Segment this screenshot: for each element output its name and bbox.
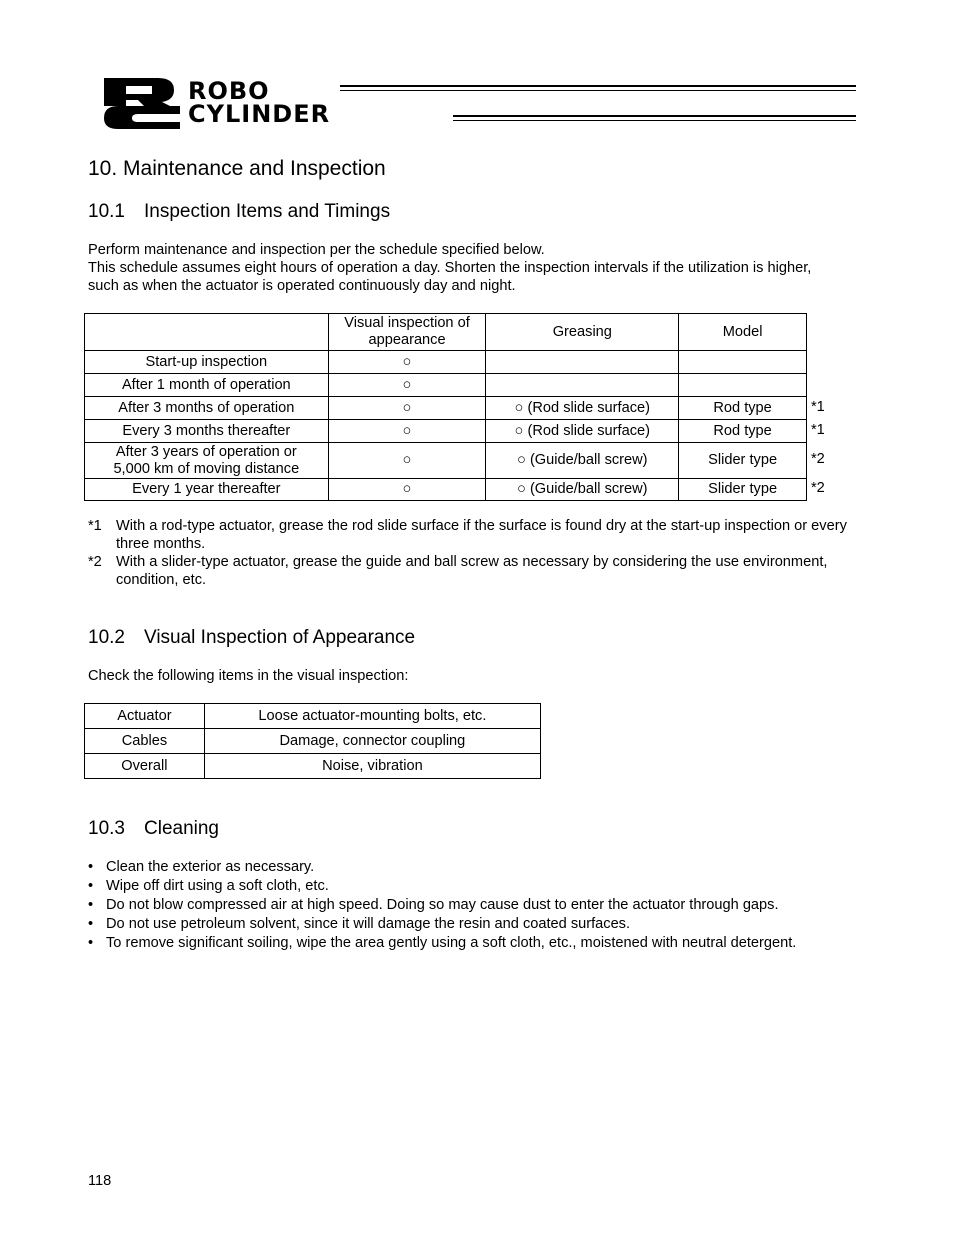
visual-inspection-intro: Check the following items in the visual inspection: [88, 668, 409, 684]
check-cell: Noise, vibration [204, 754, 540, 779]
list-item-text: Wipe off dirt using a soft cloth, etc. [106, 878, 329, 894]
item-cell: Actuator [85, 704, 205, 729]
intro-paragraph [88, 241, 811, 295]
model-cell [679, 351, 807, 374]
visual-cell: ○ [328, 420, 486, 443]
intro-line-3: such as when the actuator is operated continuously day and night. [88, 278, 516, 294]
item-cell: Overall [85, 754, 205, 779]
subsection-label: Visual Inspection of Appearance [144, 627, 416, 648]
table-row [85, 754, 541, 779]
list-item-text: Do not use petroleum solvent, since it will damage the resin and coated surfaces. [106, 916, 631, 932]
subsection-title-visual-inspection [88, 627, 415, 649]
header-rule-bottom-thin [453, 120, 856, 121]
subsection-number: 10.3 [88, 818, 125, 839]
greasing-cell: ○ (Rod slide surface) [486, 420, 679, 443]
logo-wordmark [188, 77, 331, 128]
logo-line-1: ROBO [188, 77, 270, 105]
section-title: 10. Maintenance and Inspection [88, 157, 386, 180]
greasing-cell [486, 351, 679, 374]
visual-cell: ○ [328, 351, 486, 374]
timing-cell: After 3 months of operation [85, 397, 329, 420]
subsection-label: Cleaning [144, 818, 219, 839]
subsection-title-inspection-items [88, 201, 390, 223]
model-cell: Rod type [679, 420, 807, 443]
greasing-cell: ○ (Rod slide surface) [486, 397, 679, 420]
header-cell-model: Model [679, 314, 807, 351]
timing-cell: Every 1 year thereafter [85, 479, 329, 501]
check-cell: Damage, connector coupling [204, 729, 540, 754]
rc-logo [100, 76, 184, 130]
model-cell: Slider type [679, 443, 807, 479]
row-note-marker: *2 [811, 480, 825, 496]
greasing-cell: ○ (Guide/ball screw) [486, 479, 679, 501]
timing-cell: After 1 month of operation [85, 374, 329, 397]
model-cell [679, 374, 807, 397]
header-rule-top [340, 85, 856, 87]
visual-inspection-table [84, 703, 541, 779]
visual-cell: ○ [328, 374, 486, 397]
visual-cell: ○ [328, 443, 486, 479]
visual-cell: ○ [328, 397, 486, 420]
table-row [85, 704, 541, 729]
header-rule-top-thin [340, 90, 856, 91]
inspection-schedule-table [84, 313, 807, 501]
bullet-icon: • [88, 878, 94, 894]
table-row [85, 479, 807, 501]
cleaning-list [88, 858, 796, 953]
list-item [88, 896, 796, 915]
footnote-text: With a slider-type actuator, grease the guide and ball screw as necessary by considering the use environment, condition, etc. [116, 554, 828, 588]
model-cell: Slider type [679, 479, 807, 501]
page-number: 118 [88, 1173, 112, 1189]
footnote-mark: *2 [88, 554, 102, 570]
item-cell: Cables [85, 729, 205, 754]
footnote-text: With a rod-type actuator, grease the rod slide surface if the surface is found dry at the start-up inspection or every three months. [116, 518, 847, 552]
table-row [85, 351, 807, 374]
list-item [88, 915, 796, 934]
footnote-1 [88, 517, 876, 553]
footnote-mark: *1 [88, 518, 102, 534]
bullet-icon: • [88, 859, 94, 875]
bullet-icon: • [88, 935, 94, 951]
timing-cell: Start-up inspection [85, 351, 329, 374]
bullet-icon: • [88, 897, 94, 913]
header-cell-greasing: Greasing [486, 314, 679, 351]
greasing-cell: ○ (Guide/ball screw) [486, 443, 679, 479]
table-row [85, 397, 807, 420]
subsection-title-cleaning [88, 818, 219, 840]
list-item [88, 858, 796, 877]
table-row [85, 443, 807, 479]
list-item [88, 934, 796, 953]
bullet-icon: • [88, 916, 94, 932]
intro-line-1: Perform maintenance and inspection per the schedule specified below. [88, 242, 545, 258]
timing-cell: Every 3 months thereafter [85, 420, 329, 443]
table-row [85, 374, 807, 397]
footnotes [88, 517, 876, 589]
visual-cell: ○ [328, 479, 486, 501]
subsection-number: 10.1 [88, 201, 125, 222]
header-rule-bottom [453, 115, 856, 117]
table-header-row [85, 314, 807, 351]
row-note-marker: *1 [811, 422, 825, 438]
model-cell: Rod type [679, 397, 807, 420]
greasing-cell [486, 374, 679, 397]
row-note-marker: *2 [811, 451, 825, 467]
header-cell-timing [85, 314, 329, 351]
list-item-text: To remove significant soiling, wipe the area gently using a soft cloth, etc., moistened with neutral detergent. [106, 935, 797, 951]
table-row [85, 420, 807, 443]
list-item-text: Do not blow compressed air at high speed. Doing so may cause dust to enter the actuator through gaps. [106, 897, 779, 913]
subsection-label: Inspection Items and Timings [144, 201, 391, 222]
check-cell: Loose actuator-mounting bolts, etc. [204, 704, 540, 729]
header-cell-visual: Visual inspection of appearance [328, 314, 486, 351]
list-item [88, 877, 796, 896]
subsection-number: 10.2 [88, 627, 125, 648]
intro-line-2: This schedule assumes eight hours of operation a day. Shorten the inspection intervals if the utilization is higher, [88, 260, 812, 276]
timing-cell: After 3 years of operation or 5,000 km of moving distance [85, 443, 329, 479]
table-row [85, 729, 541, 754]
row-note-marker: *1 [811, 399, 825, 415]
footnote-2 [88, 553, 876, 589]
list-item-text: Clean the exterior as necessary. [106, 859, 315, 875]
logo-line-2: CYLINDER [188, 100, 331, 128]
